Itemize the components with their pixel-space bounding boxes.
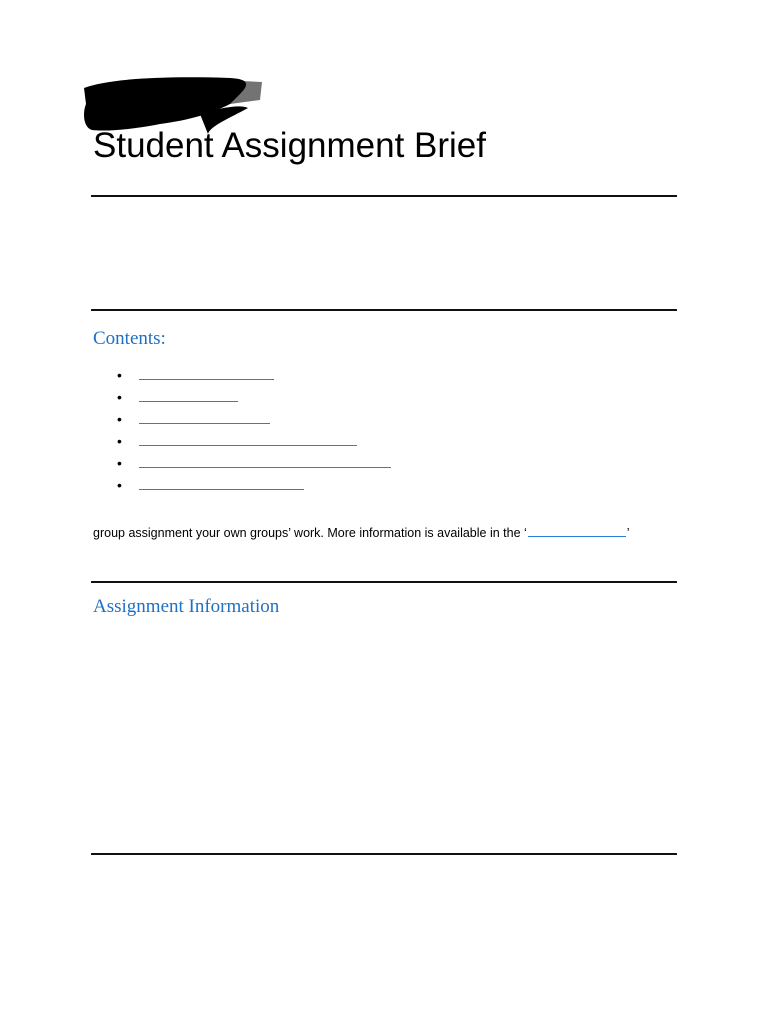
- table-of-contents: [0, 365, 768, 495]
- horizontal-rule: [91, 309, 677, 311]
- toc-item[interactable]: [117, 409, 517, 429]
- toc-item[interactable]: [117, 365, 517, 385]
- bullet: •: [117, 433, 122, 449]
- toc-item[interactable]: [117, 431, 517, 451]
- toc-link[interactable]: [139, 379, 274, 380]
- horizontal-rule: [91, 195, 677, 197]
- assignment-information-heading: Assignment Information: [93, 596, 280, 617]
- bullet: •: [117, 367, 122, 383]
- body-paragraph: [93, 525, 630, 541]
- horizontal-rule: [91, 853, 677, 855]
- contents-heading: Contents:: [93, 328, 166, 349]
- bullet: •: [117, 411, 122, 427]
- body-text-start: group assignment your own groups’ work. More information is available in the ‘: [93, 526, 527, 540]
- bullet: •: [117, 455, 122, 471]
- inline-link[interactable]: [528, 526, 626, 537]
- toc-item[interactable]: [117, 453, 517, 473]
- body-text-end: ’: [626, 526, 630, 540]
- toc-item[interactable]: [117, 387, 517, 407]
- document-title: Student Assignment Brief: [93, 126, 486, 165]
- toc-link[interactable]: [139, 445, 357, 446]
- toc-link[interactable]: [139, 401, 238, 402]
- toc-link[interactable]: [139, 467, 391, 468]
- bullet: •: [117, 389, 122, 405]
- toc-link[interactable]: [139, 489, 304, 490]
- toc-item[interactable]: [117, 475, 517, 495]
- bullet: •: [117, 477, 122, 493]
- horizontal-rule: [91, 581, 677, 583]
- toc-link[interactable]: [139, 423, 270, 424]
